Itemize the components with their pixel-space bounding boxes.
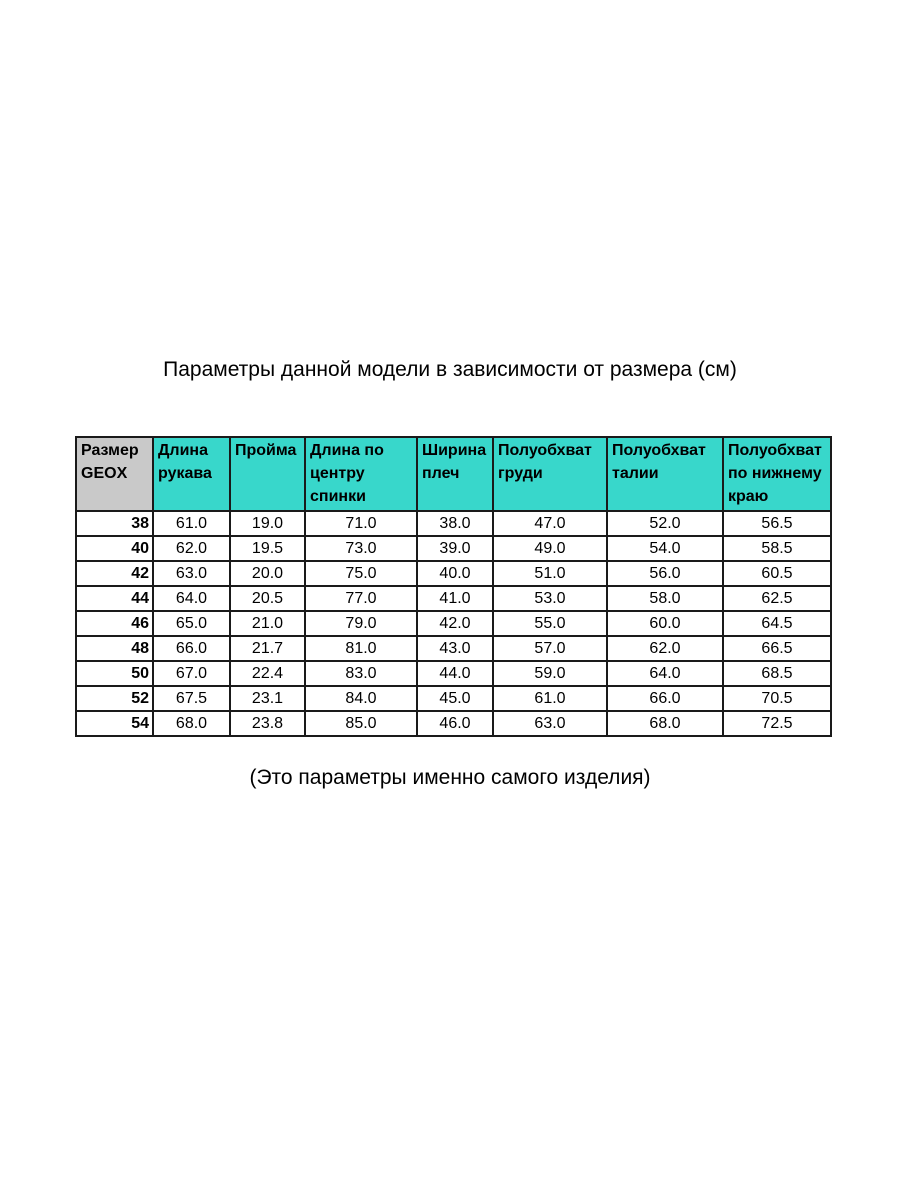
value-cell: 64.5: [723, 611, 831, 636]
value-cell: 55.0: [493, 611, 607, 636]
size-cell: 46: [76, 611, 153, 636]
value-cell: 43.0: [417, 636, 493, 661]
size-cell: 52: [76, 686, 153, 711]
column-header-size-geox: Размер GEOX: [76, 437, 153, 511]
value-cell: 21.7: [230, 636, 305, 661]
value-cell: 61.0: [493, 686, 607, 711]
value-cell: 83.0: [305, 661, 417, 686]
size-table: [75, 436, 832, 737]
size-cell: 50: [76, 661, 153, 686]
value-cell: 63.0: [153, 561, 230, 586]
size-cell: 48: [76, 636, 153, 661]
value-cell: 23.8: [230, 711, 305, 736]
value-cell: 46.0: [417, 711, 493, 736]
size-cell: 44: [76, 586, 153, 611]
value-cell: 61.0: [153, 511, 230, 536]
value-cell: 62.0: [607, 636, 723, 661]
size-cell: 38: [76, 511, 153, 536]
column-header-shoulder-width: Ширина плеч: [417, 437, 493, 511]
value-cell: 85.0: [305, 711, 417, 736]
value-cell: 53.0: [493, 586, 607, 611]
column-header-half-bottom-hem: Полуобхват по нижнему краю: [723, 437, 831, 511]
value-cell: 49.0: [493, 536, 607, 561]
value-cell: 63.0: [493, 711, 607, 736]
value-cell: 45.0: [417, 686, 493, 711]
value-cell: 21.0: [230, 611, 305, 636]
size-cell: 54: [76, 711, 153, 736]
value-cell: 57.0: [493, 636, 607, 661]
value-cell: 81.0: [305, 636, 417, 661]
value-cell: 54.0: [607, 536, 723, 561]
value-cell: 71.0: [305, 511, 417, 536]
value-cell: 62.0: [153, 536, 230, 561]
table-row: [76, 586, 831, 611]
table-row: [76, 686, 831, 711]
value-cell: 44.0: [417, 661, 493, 686]
size-table-body: [76, 511, 831, 736]
value-cell: 38.0: [417, 511, 493, 536]
value-cell: 72.5: [723, 711, 831, 736]
value-cell: 67.5: [153, 686, 230, 711]
column-header-half-waist: Полуобхват талии: [607, 437, 723, 511]
value-cell: 79.0: [305, 611, 417, 636]
table-row: [76, 611, 831, 636]
value-cell: 84.0: [305, 686, 417, 711]
value-cell: 58.0: [607, 586, 723, 611]
value-cell: 64.0: [153, 586, 230, 611]
value-cell: 75.0: [305, 561, 417, 586]
value-cell: 64.0: [607, 661, 723, 686]
value-cell: 77.0: [305, 586, 417, 611]
value-cell: 70.5: [723, 686, 831, 711]
value-cell: 62.5: [723, 586, 831, 611]
value-cell: 68.5: [723, 661, 831, 686]
value-cell: 40.0: [417, 561, 493, 586]
table-row: [76, 711, 831, 736]
page-title: Параметры данной модели в зависимости от размера (см): [163, 358, 737, 381]
value-cell: 19.5: [230, 536, 305, 561]
column-header-half-chest: Полуобхват груди: [493, 437, 607, 511]
value-cell: 66.0: [607, 686, 723, 711]
value-cell: 73.0: [305, 536, 417, 561]
value-cell: 58.5: [723, 536, 831, 561]
value-cell: 20.0: [230, 561, 305, 586]
value-cell: 67.0: [153, 661, 230, 686]
value-cell: 51.0: [493, 561, 607, 586]
value-cell: 42.0: [417, 611, 493, 636]
value-cell: 23.1: [230, 686, 305, 711]
value-cell: 22.4: [230, 661, 305, 686]
value-cell: 59.0: [493, 661, 607, 686]
value-cell: 56.5: [723, 511, 831, 536]
column-header-armhole: Пройма: [230, 437, 305, 511]
value-cell: 41.0: [417, 586, 493, 611]
value-cell: 19.0: [230, 511, 305, 536]
value-cell: 68.0: [607, 711, 723, 736]
column-header-sleeve-length: Длина рукава: [153, 437, 230, 511]
value-cell: 60.5: [723, 561, 831, 586]
value-cell: 20.5: [230, 586, 305, 611]
table-row: [76, 636, 831, 661]
value-cell: 66.0: [153, 636, 230, 661]
table-row: [76, 661, 831, 686]
size-cell: 42: [76, 561, 153, 586]
value-cell: 65.0: [153, 611, 230, 636]
value-cell: 60.0: [607, 611, 723, 636]
column-header-center-back-length: Длина по центру спинки: [305, 437, 417, 511]
table-row: [76, 561, 831, 586]
table-row: [76, 536, 831, 561]
value-cell: 68.0: [153, 711, 230, 736]
value-cell: 56.0: [607, 561, 723, 586]
value-cell: 47.0: [493, 511, 607, 536]
value-cell: 39.0: [417, 536, 493, 561]
table-row: [76, 511, 831, 536]
size-cell: 40: [76, 536, 153, 561]
footnote: (Это параметры именно самого изделия): [249, 766, 651, 789]
value-cell: 66.5: [723, 636, 831, 661]
value-cell: 52.0: [607, 511, 723, 536]
table-header-row: [76, 437, 831, 511]
